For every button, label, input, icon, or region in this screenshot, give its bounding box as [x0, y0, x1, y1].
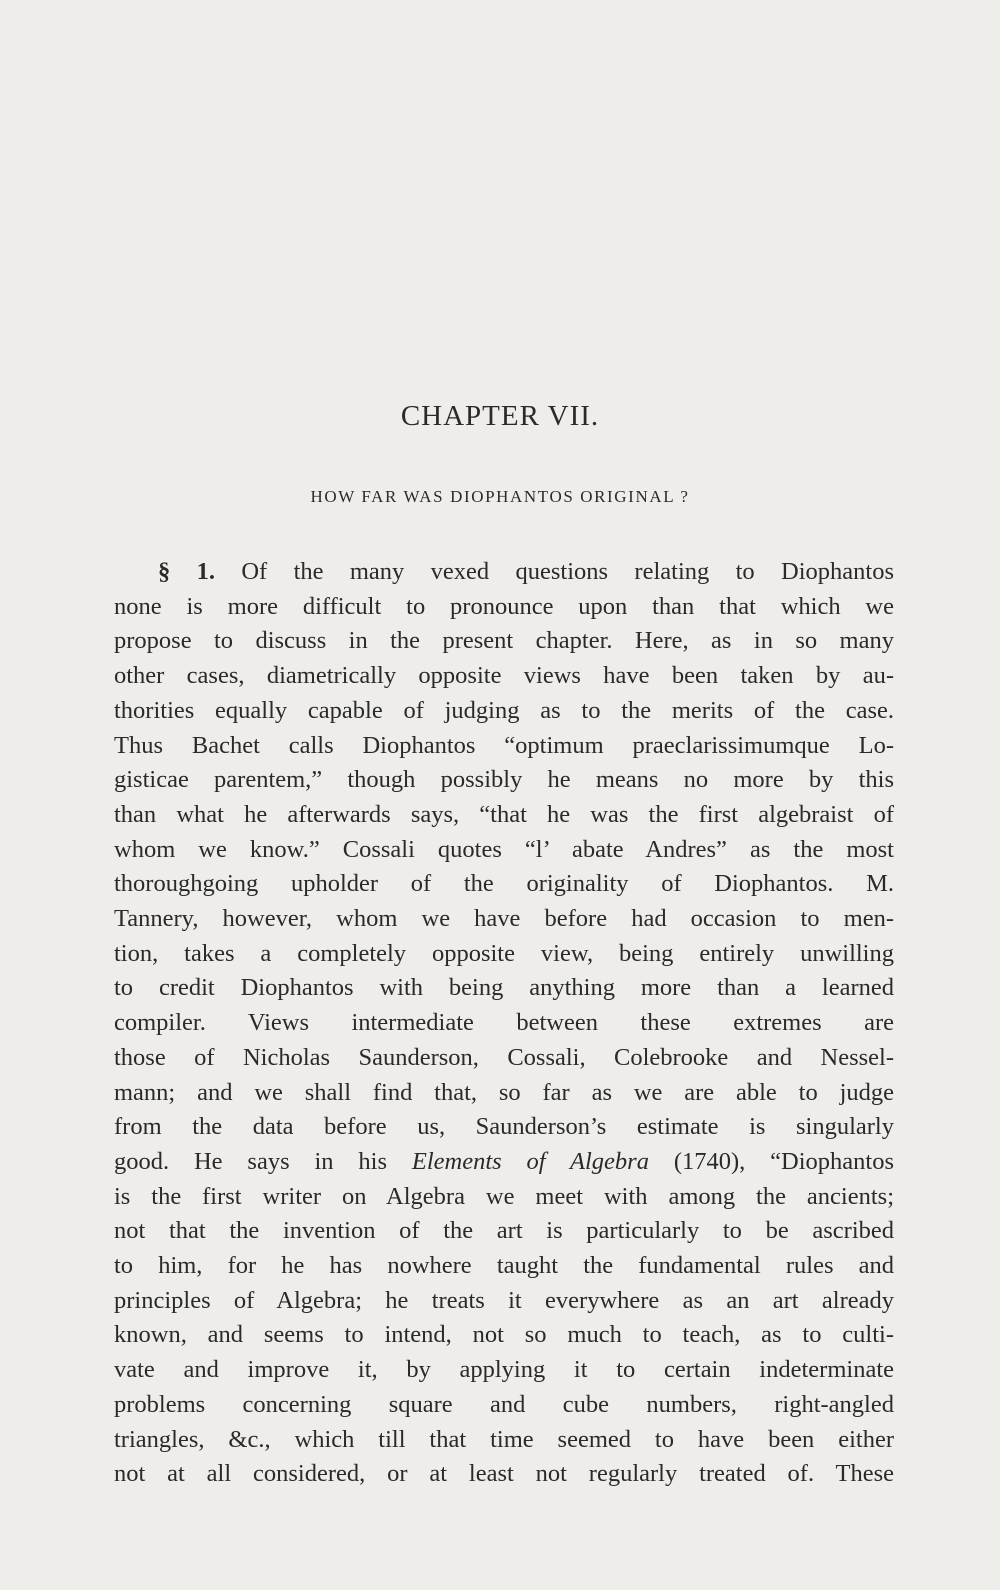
paragraph-line: not that the invention of the art is particularly to be ascribed [114, 1217, 894, 1245]
paragraph-line-text: good. He says in his [114, 1147, 412, 1175]
section-1-paragraph [114, 555, 894, 1492]
paragraph-line: propose to discuss in the present chapter. Here, as in so many [114, 627, 894, 655]
paragraph-line: gisticae parentem,” though possibly he means no more by this [114, 766, 894, 794]
paragraph-line: Tannery, however, whom we have before had occasion to men- [114, 905, 894, 933]
paragraph-line: thorities equally capable of judging as to the merits of the case. [114, 696, 894, 724]
paragraph-line: to credit Diophantos with being anything more than a learned [114, 974, 894, 1002]
paragraph-line: triangles, &c., which till that time seemed to have been either [114, 1425, 894, 1453]
paragraph-line: compiler. Views intermediate between these extremes are [114, 1009, 894, 1037]
paragraph-line: known, and seems to intend, not so much to teach, as to culti- [114, 1321, 894, 1349]
paragraph-line: whom we know.” Cossali quotes “l’ abate Andres” as the most [114, 835, 894, 863]
section-number: § 1. [158, 558, 215, 585]
paragraph-line: other cases, diametrically opposite views have been taken by au- [114, 662, 894, 690]
paragraph-line: vate and improve it, by applying it to certain indeterminate [114, 1356, 894, 1384]
paragraph-line-text: Of the many vexed questions relating to Diophantos [215, 558, 895, 585]
paragraph-line: mann; and we shall find that, so far as we are able to judge [114, 1078, 894, 1106]
paragraph-line: to him, for he has nowhere taught the fundamental rules and [114, 1252, 894, 1280]
paragraph-line: from the data before us, Saunderson’s estimate is singularly [114, 1113, 894, 1141]
paragraph-line-text: (1740), “Diophantos [648, 1147, 894, 1175]
paragraph-line [114, 555, 894, 590]
paragraph-line: is the first writer on Algebra we meet with among the ancients; [114, 1182, 894, 1210]
paragraph-line: none is more difficult to pronounce upon than that which we [114, 592, 894, 620]
paragraph-line: tion, takes a completely opposite view, being entirely unwilling [114, 939, 894, 967]
paragraph-line: principles of Algebra; he treats it everywhere as an art already [114, 1286, 894, 1314]
chapter-title: CHAPTER VII. [400, 400, 600, 432]
paragraph-line: thoroughgoing upholder of the originality of Diophantos. M. [114, 870, 894, 898]
chapter-subtitle: HOW FAR WAS DIOPHANTOS ORIGINAL ? [310, 487, 690, 506]
paragraph-line: not at all considered, or at least not regularly treated of. These [114, 1460, 894, 1488]
paragraph-line: those of Nicholas Saunderson, Cossali, Colebrooke and Nessel- [114, 1043, 894, 1071]
paragraph-line: problems concerning square and cube numbers, right-angled [114, 1390, 894, 1418]
paragraph-line: than what he afterwards says, “that he was the first algebraist of [114, 800, 894, 828]
paragraph-line [114, 1145, 894, 1180]
paragraph-line: Thus Bachet calls Diophantos “optimum praeclarissimumque Lo- [114, 731, 894, 759]
book-title-italic: Elements of Algebra [411, 1147, 649, 1175]
